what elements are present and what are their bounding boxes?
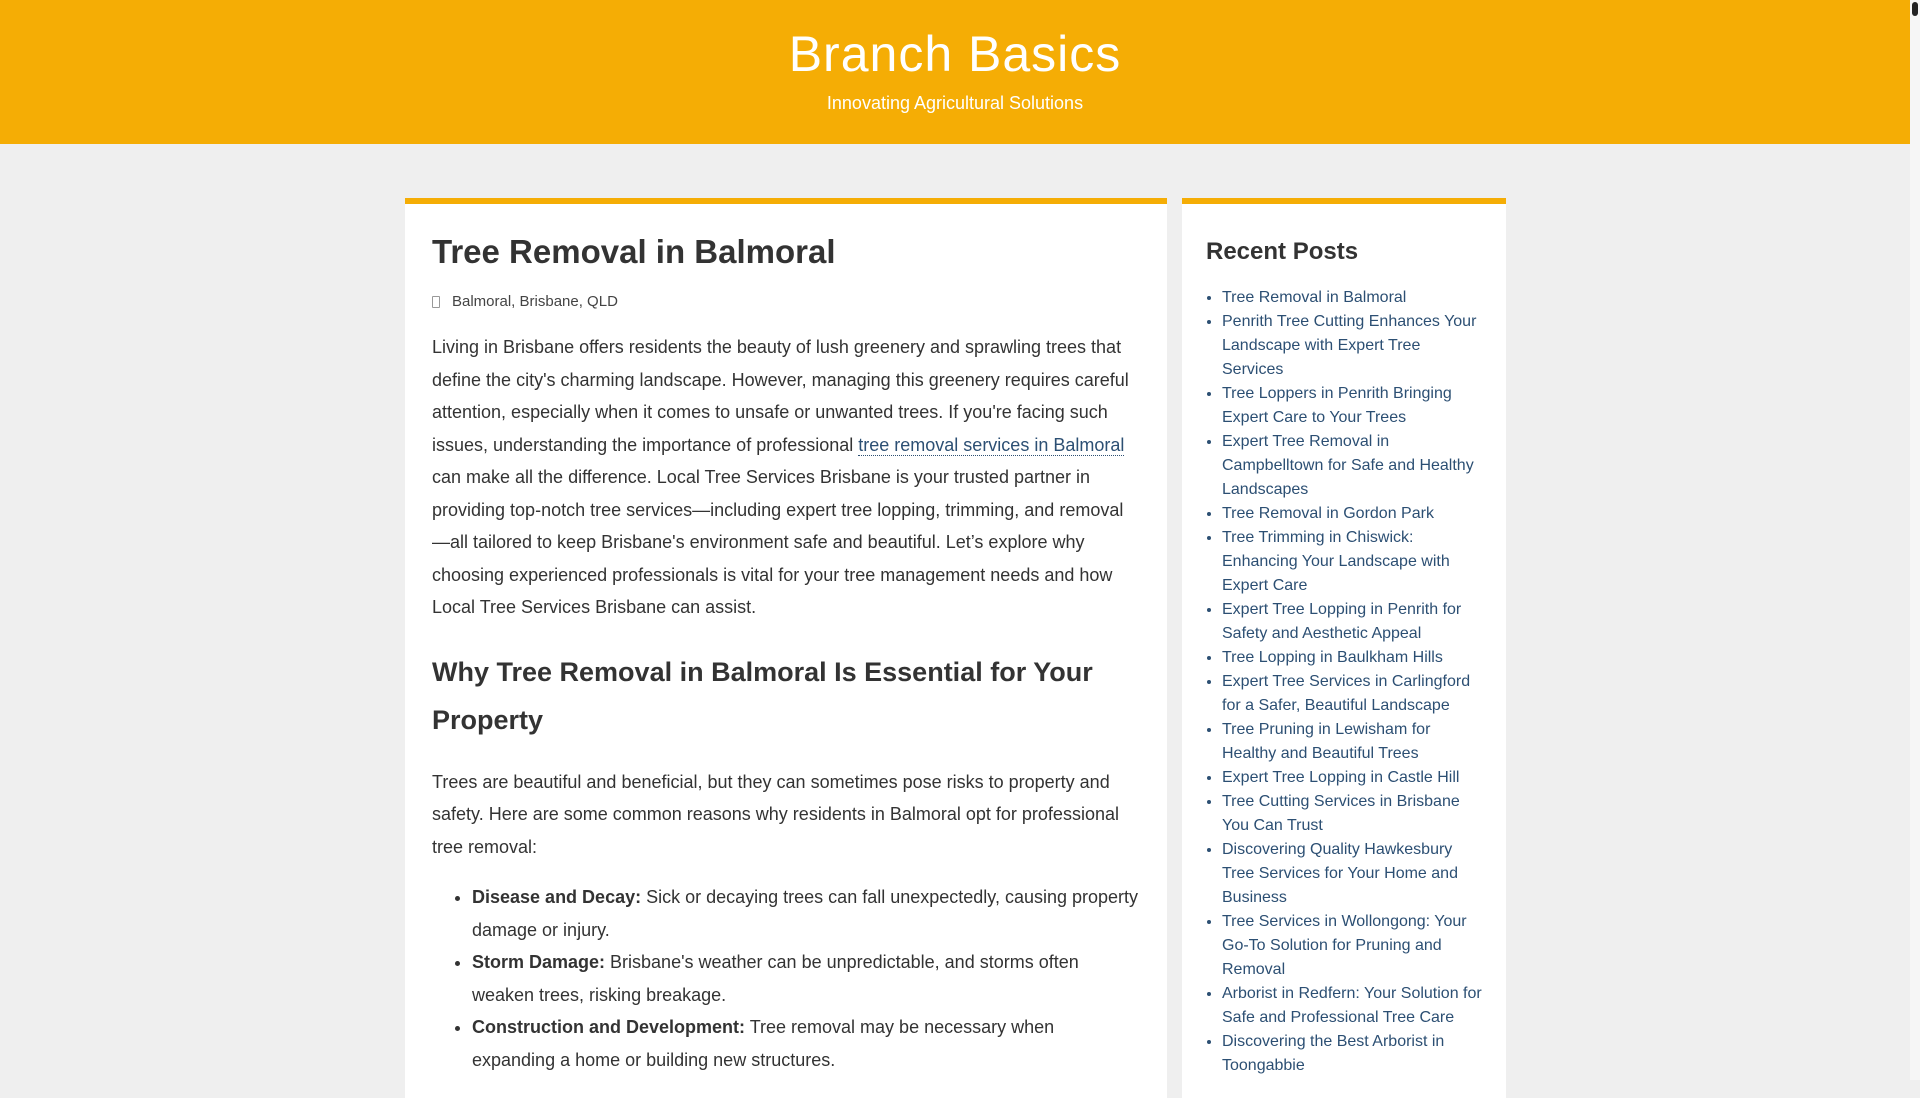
intro-paragraph (432, 331, 1140, 624)
scrollbar[interactable] (1910, 0, 1920, 1080)
list-item (1222, 718, 1482, 766)
article-card (405, 198, 1167, 1098)
list-item (1222, 310, 1482, 382)
recent-posts-list (1206, 286, 1482, 1078)
list-item (1222, 838, 1482, 910)
list-item (1222, 646, 1482, 670)
list-item (1222, 790, 1482, 838)
list-item-label: Construction and Development: (472, 1017, 746, 1037)
recent-post-link[interactable]: Discovering Quality Hawkesbury Tree Services for Your Home and Business (1222, 841, 1458, 906)
site-title[interactable]: Branch Basics (788, 26, 1122, 82)
list-item (472, 1011, 1140, 1076)
list-item (1222, 1030, 1482, 1078)
list-item (1222, 766, 1482, 790)
article-content (432, 331, 1140, 1076)
intro-text-after: can make all the difference. Local Tree Services Brisbane is your trusted partner in providing top-notch tree services—including expert tree lopping, trimming, and removal—all tailored to keep Brisbane's environment safe and beautiful. Let’s explore why choosing experienced professionals is vital for your tree management needs and how Local Tree Services Brisbane can assist. (432, 467, 1124, 617)
list-item-label: Disease and Decay: (472, 887, 642, 907)
recent-post-link[interactable]: Expert Tree Removal in Campbelltown for Safe and Healthy Landscapes (1222, 433, 1474, 498)
site-tagline: Innovating Agricultural Solutions (826, 93, 1084, 113)
section-heading: Why Tree Removal in Balmoral Is Essential for Your Property (432, 656, 1093, 735)
list-item-text: Brisbane's weather can be unpredictable, and storms often weaken trees, risking breakage. (472, 952, 1079, 1005)
recent-post-link[interactable]: Tree Removal in Balmoral (1222, 289, 1407, 306)
tag-icon (432, 296, 440, 308)
tree-removal-link[interactable]: tree removal services in Balmoral (858, 434, 1125, 455)
list-item (1222, 286, 1482, 310)
list-item (1222, 910, 1482, 982)
recent-post-link[interactable]: Expert Tree Lopping in Penrith for Safety and Aesthetic Appeal (1222, 601, 1462, 642)
article-location: Balmoral, Brisbane, QLD (452, 293, 618, 310)
list-item (1222, 670, 1482, 718)
recent-post-link[interactable]: Tree Trimming in Chiswick: Enhancing Your Landscape with Expert Care (1222, 529, 1450, 594)
recent-post-link[interactable]: Tree Removal in Gordon Park (1222, 505, 1434, 522)
list-item-text: Tree removal may be necessary when expanding a home or building new structures. (472, 1017, 1055, 1070)
recent-posts-title: Recent Posts (1206, 238, 1359, 265)
list-item (1222, 526, 1482, 598)
recent-post-link[interactable]: Expert Tree Services in Carlingford for a Safer, Beautiful Landscape (1222, 673, 1471, 714)
list-item (1222, 430, 1482, 502)
article-title: Tree Removal in Balmoral (432, 233, 836, 270)
list-item (1222, 382, 1482, 430)
list-item-label: Storm Damage: (472, 952, 606, 972)
list-item (1222, 598, 1482, 646)
scrollbar-thumb[interactable] (1912, 2, 1918, 16)
recent-post-link[interactable]: Tree Lopping in Baulkham Hills (1222, 649, 1443, 666)
sidebar-widget (1182, 198, 1506, 1098)
recent-post-link[interactable]: Tree Cutting Services in Brisbane You Can Trust (1222, 793, 1460, 834)
recent-post-link[interactable]: Expert Tree Lopping in Castle Hill (1222, 769, 1460, 786)
list-item (472, 881, 1140, 946)
reasons-list (432, 881, 1140, 1076)
recent-post-link[interactable]: Tree Loppers in Penrith Bringing Expert Care to Your Trees (1222, 385, 1452, 426)
list-item (1222, 502, 1482, 526)
recent-post-link[interactable]: Tree Services in Wollongong: Your Go-To Solution for Pruning and Removal (1222, 913, 1467, 978)
section-paragraph: Trees are beautiful and beneficial, but they can sometimes pose risks to property and safety. Here are some common reasons why residents in Balmoral opt for professional tree removal: (432, 771, 1119, 857)
list-item-text: Sick or decaying trees can fall unexpectedly, causing property damage or injury. (472, 887, 1139, 940)
list-item (472, 946, 1140, 1011)
recent-post-link[interactable]: Penrith Tree Cutting Enhances Your Landscape with Expert Tree Services (1222, 313, 1477, 378)
recent-post-link[interactable]: Tree Pruning in Lewisham for Healthy and Beautiful Trees (1222, 721, 1431, 762)
intro-text-before: Living in Brisbane offers residents the beauty of lush greenery and sprawling trees that define the city's charming landscape. However, managing this greenery requires careful attention, especially when it comes to unsafe or unwanted trees. If you're facing such issues, understanding the importance of professional (432, 337, 1129, 455)
recent-post-link[interactable]: Discovering the Best Arborist in Toongabbie (1222, 1033, 1445, 1074)
article-meta (432, 293, 1140, 311)
list-item (1222, 982, 1482, 1030)
recent-post-link[interactable]: Arborist in Redfern: Your Solution for Safe and Professional Tree Care (1222, 985, 1482, 1026)
site-header (0, 0, 1910, 144)
